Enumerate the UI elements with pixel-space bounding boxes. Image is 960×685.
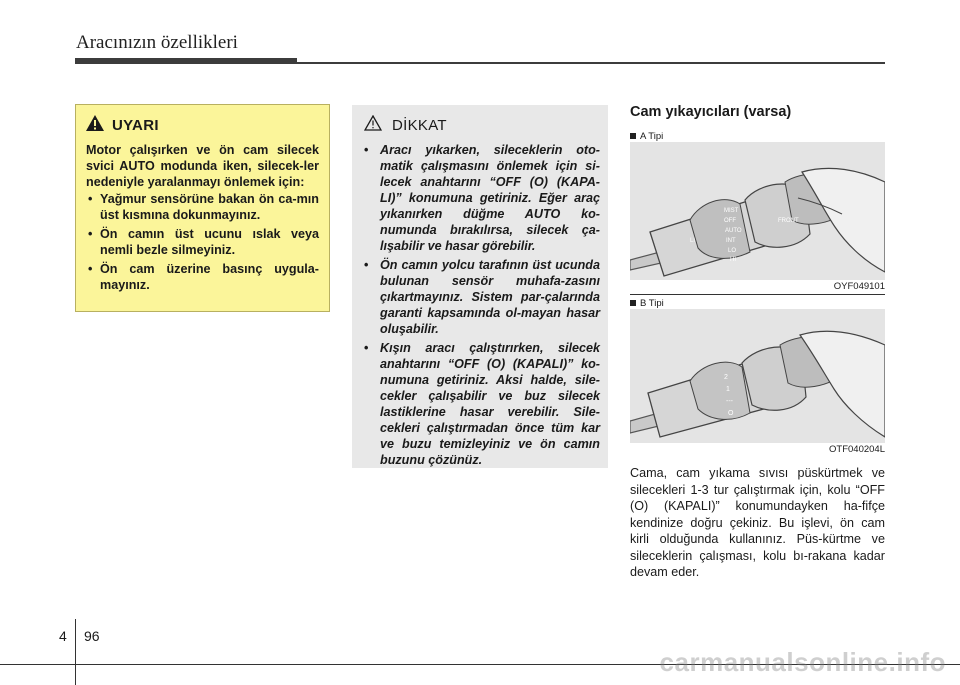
- figure-a-illustration: [630, 142, 885, 280]
- figure-divider: [630, 294, 885, 295]
- header-rule-thin: [297, 62, 885, 64]
- svg-text:---: ---: [726, 398, 733, 405]
- figure-b-illustration: [630, 309, 885, 443]
- watermark: carmanualsonline.info: [659, 647, 946, 677]
- warning-item: • Yağmur sensörüne bakan ön ca-mın üst kısmına dokunmayınız.: [86, 191, 319, 223]
- caution-triangle-icon: [364, 115, 382, 136]
- washer-heading: Cam yıkayıcıları (varsa): [630, 104, 792, 120]
- warning-box: [75, 104, 330, 312]
- svg-text:HI: HI: [730, 257, 736, 263]
- figure-b-code: OTF040204L: [829, 444, 885, 455]
- washer-section: [630, 104, 885, 581]
- svg-text:LI: LI: [690, 238, 696, 244]
- svg-text:MIST: MIST: [724, 208, 739, 214]
- warning-intro: Motor çalışırken ve ön cam silecek svici AUTO modunda iken, silecek-ler nedeniyle yaralanmayı önlemek için:: [86, 143, 319, 189]
- page-number: 96: [84, 628, 100, 644]
- warning-title-row: [86, 115, 319, 136]
- warning-item: • Ön camın üst ucunu ıslak veya nemli bezle silmeyiniz.: [86, 226, 319, 258]
- washer-body-text: Cama, cam yıkama sıvısı püskürtmek ve silecekleri 1-3 tur çalıştırmak için, kolu “OFF (O) (KAPALI)” konumundayken ha-fifçe kendinize doğru çekiniz. Bu işlevi, ön cam kirli olduğunda kullanınız. Püs-kürtme ve sileceklerin çalışması, kolu bı-rakana kadar devam eder.: [630, 466, 885, 579]
- header-rule-thick: [75, 58, 297, 64]
- warning-item: • Ön cam üzerine basınç uygula-mayınız.: [86, 261, 319, 293]
- figure-a-code: OYF049101: [833, 281, 885, 292]
- footer-vertical-rule: [75, 619, 76, 685]
- svg-text:2: 2: [724, 374, 728, 381]
- svg-text:1: 1: [726, 386, 730, 393]
- chapter-number: 4: [59, 628, 67, 644]
- svg-text:INT: INT: [726, 238, 736, 244]
- square-bullet-icon: [630, 300, 636, 306]
- warning-title: UYARI: [112, 117, 159, 134]
- warning-triangle-icon: [86, 115, 104, 136]
- svg-text:OFF: OFF: [724, 218, 736, 224]
- figure-b-type-label: B Tipi: [630, 297, 885, 309]
- svg-text:O: O: [728, 410, 734, 417]
- svg-text:AUTO: AUTO: [725, 228, 742, 234]
- caution-box: [352, 105, 608, 468]
- warning-list: [86, 191, 319, 293]
- svg-text:LO: LO: [728, 248, 737, 254]
- figure-a-type-label: A Tipi: [630, 130, 885, 142]
- caution-item: • Ön camın yolcu tarafının üst ucunda bulunan sensör muhafa-zasını çıkartmayınız. Sistem par-çalarında garanti kapsamında ol-mayan hasar oluşabilir.: [364, 257, 600, 337]
- caution-item: • Kışın aracı çalıştırırken, silecek anahtarını “OFF (O) (KAPALI)” ko-numuna getiriniz. Aksi halde, sile-cekler çalışabilir ve buz silecek lastiklerine hasar verebilir. Sile-cekleri çalıştırmadan önce tüm kar ve buzu temizleyiniz ve ön camın buzunu çözünüz.: [364, 340, 600, 468]
- square-bullet-icon: [630, 133, 636, 139]
- caution-list: [364, 142, 600, 468]
- caution-title: DİKKAT: [392, 117, 447, 134]
- section-title: Aracınızın özellikleri: [76, 32, 238, 53]
- caution-title-row: [364, 115, 600, 136]
- caution-item: • Aracı yıkarken, sileceklerin oto-matik çalışmasını önlemek için si-lecek anahtarını “OFF (O) (KAPA-LI)” konumuna getiriniz. Eğer araç yıkanırken düğme AUTO ko-numunda bırakılırsa, silecek ça-lışabilir ve hasar görebilir.: [364, 142, 600, 254]
- svg-text:FRONT: FRONT: [778, 218, 799, 224]
